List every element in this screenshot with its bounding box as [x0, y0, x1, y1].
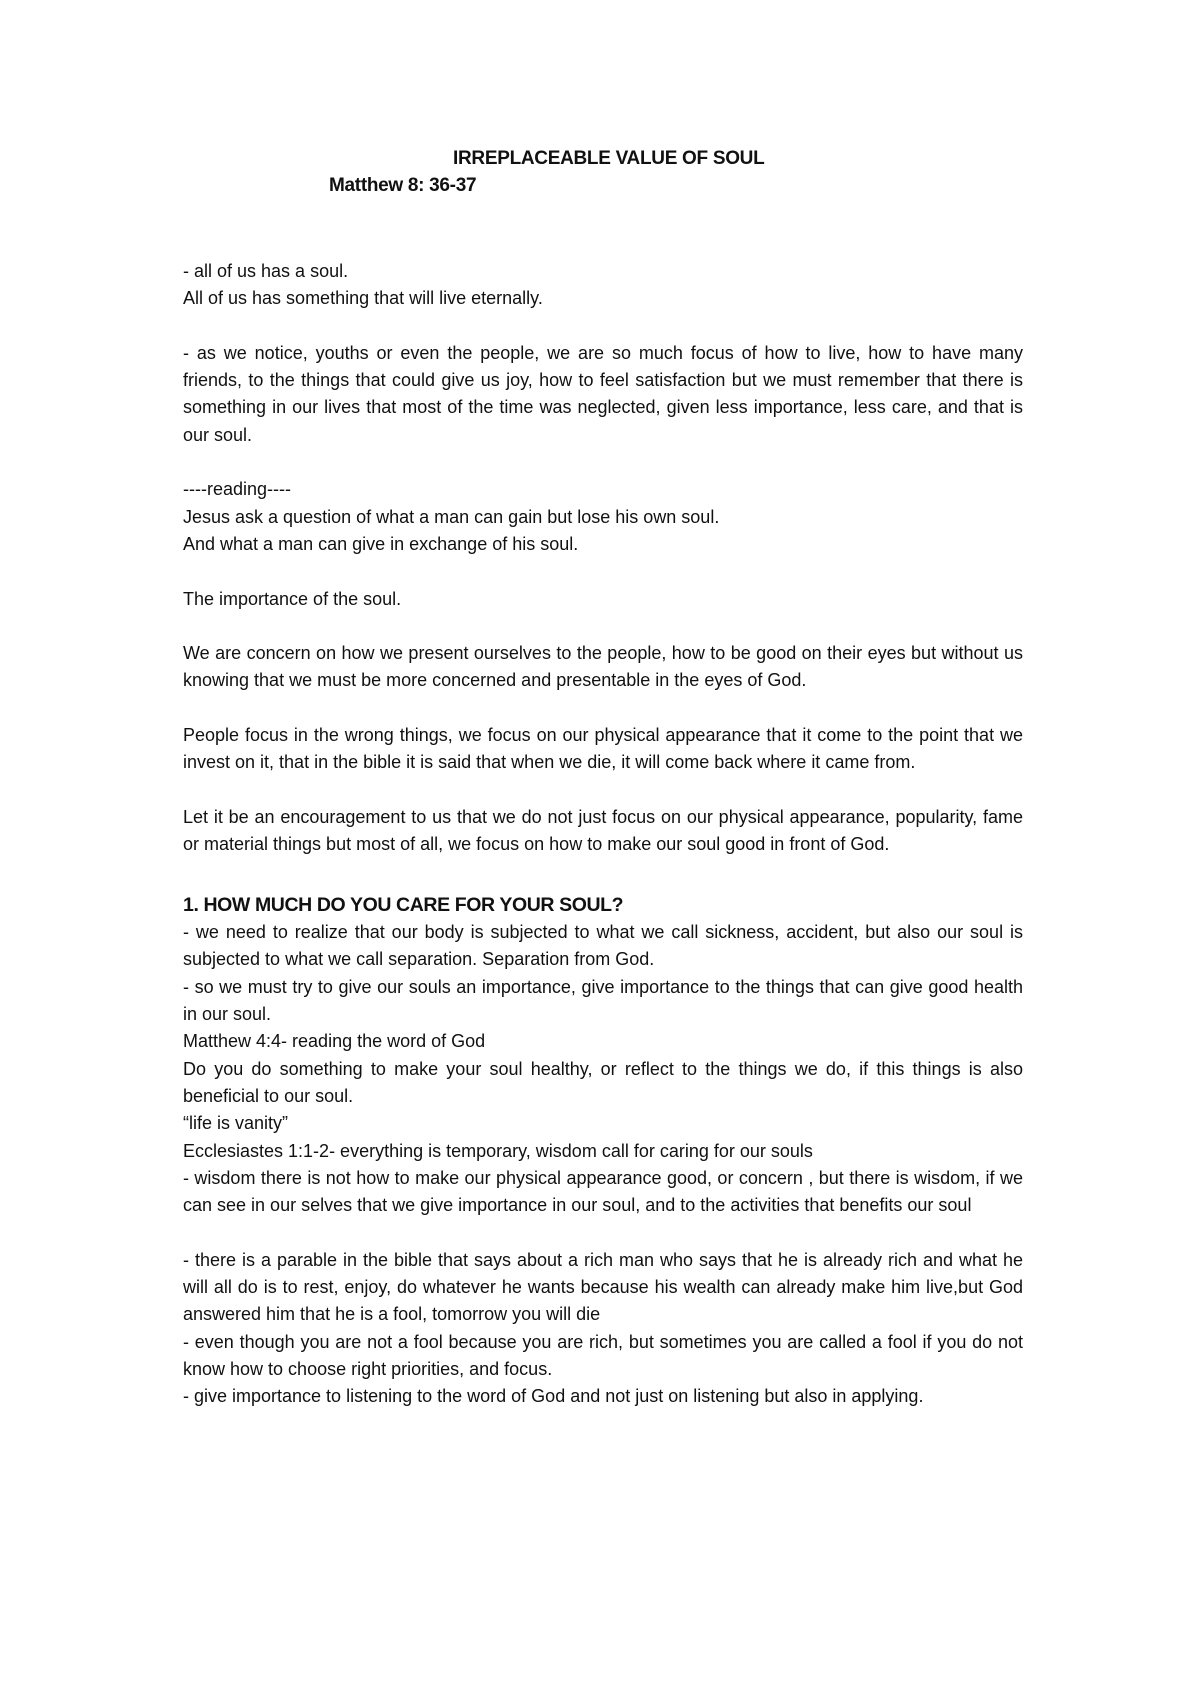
paragraph-gap: [183, 558, 1023, 585]
paragraph-gap: [183, 313, 1023, 340]
paragraph-gap: [183, 695, 1023, 722]
section-1-paragraph: - give importance to listening to the word of God and not just on listening but also in applying.: [183, 1386, 924, 1407]
paragraph-focus: People focus in the wrong things, we focus on our physical appearance that it come to the point that we invest on it, that in the bible it is said that when we die, it will come back where it came from.: [183, 725, 1023, 773]
reading-marker: ----reading----: [183, 479, 291, 500]
paragraph-notice: - as we notice, youths or even the people, we are so much focus of how to live, how to have many friends, to the things that could give us joy, how to feel satisfaction but we must remember that there is something in our lives that most of the time was neglected, given less importance, less care, and that is our soul.: [183, 342, 1023, 445]
section-1-paragraph: Ecclesiastes 1:1-2- everything is temporary, wisdom call for caring for our souls: [183, 1140, 813, 1161]
paragraph-gap: [183, 859, 1023, 886]
paragraph-importance: The importance of the soul.: [183, 588, 402, 609]
section-1-paragraph: - we need to realize that our body is subjected to what we call sickness, accident, but also our soul is subjected to what we call separation. Separation from God.: [183, 922, 1023, 970]
section-1-paragraph: - even though you are not a fool because you are rich, but sometimes you are called a fool if you do not know how to choose right priorities, and focus.: [183, 1331, 1023, 1379]
paragraph-gap: [183, 777, 1023, 804]
document-title: IRREPLACEABLE VALUE OF SOUL: [453, 148, 765, 169]
reading-line-2: And what a man can give in exchange of his soul.: [183, 533, 579, 554]
paragraph-concern: We are concern on how we present ourselves to the people, how to be good on their eyes but without us knowing that we must be more concerned and presentable in the eyes of God.: [183, 643, 1023, 691]
paragraph-encouragement: Let it be an encouragement to us that we do not just focus on our physical appearance, popularity, fame or material things but most of all, we focus on how to make our soul good in front of God.: [183, 806, 1023, 855]
intro-line-2: All of us has something that will live eternally.: [183, 288, 543, 309]
section-1-paragraph: “life is vanity”: [183, 1113, 289, 1134]
section-1-paragraph: Do you do something to make your soul healthy, or reflect to the things we do, if this things is also beneficial to our soul.: [183, 1058, 1023, 1106]
section-1-paragraph: Matthew 4:4- reading the word of God: [183, 1031, 486, 1052]
paragraph-gap: [183, 449, 1023, 476]
section-1-paragraph: - so we must try to give our souls an importance, give importance to the things that can give good health in our soul.: [183, 976, 1023, 1025]
section-1-paragraph: - wisdom there is not how to make our physical appearance good, or concern , but there is wisdom, if we can see in our selves that we give importance in our soul, and to the activities that benefits our soul: [183, 1167, 1023, 1216]
paragraph-gap: [183, 613, 1023, 640]
reading-line-1: Jesus ask a question of what a man can gain but lose his own soul.: [183, 506, 720, 527]
intro-line-1: - all of us has a soul.: [183, 261, 349, 281]
section-1-paragraph: - there is a parable in the bible that says about a rich man who says that he is already rich and what he will all do is to rest, enjoy, do whatever he wants because his wealth can already make him live,but God answered him that he is a fool, tomorrow you will die: [183, 1249, 1023, 1325]
section-1-heading: 1. HOW MUCH DO YOU CARE FOR YOUR SOUL?: [183, 893, 624, 916]
document-subtitle: Matthew 8: 36-37: [329, 175, 477, 196]
paragraph-gap: [183, 1219, 1023, 1246]
document-body: [183, 258, 1023, 1410]
